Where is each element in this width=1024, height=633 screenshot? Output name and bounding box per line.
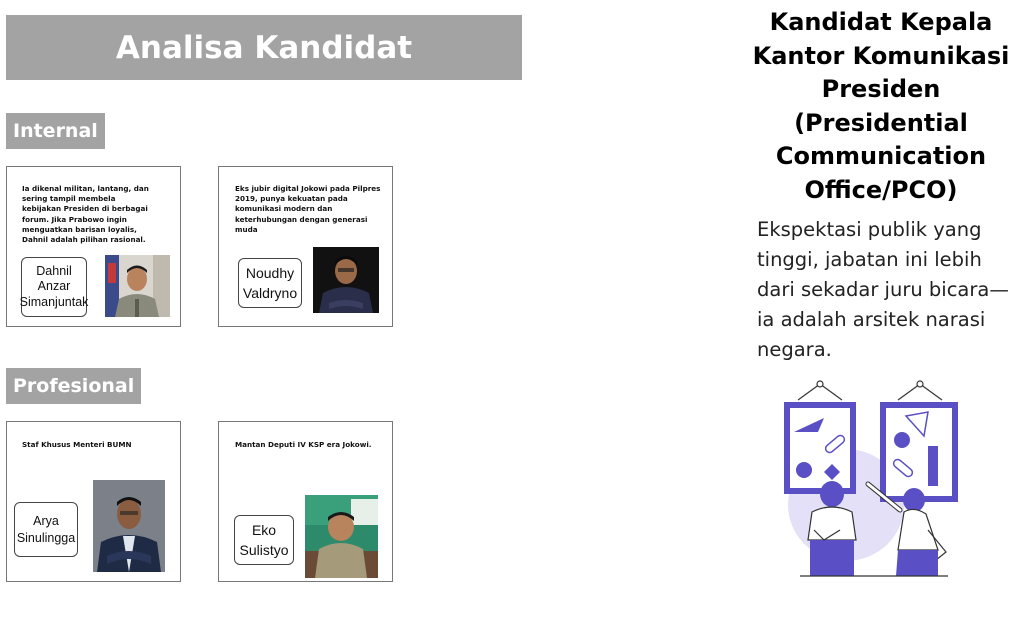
candidate-name-box — [14, 502, 78, 557]
candidate-card-eko — [218, 421, 393, 582]
candidate-photo — [105, 255, 170, 317]
candidate-description: Staf Khusus Menteri BUMN — [22, 440, 132, 449]
page-title: Analisa Kandidat — [115, 29, 413, 66]
candidate-card-noudhy — [218, 166, 393, 327]
candidate-card-arya — [6, 421, 181, 582]
page-title-banner — [6, 15, 522, 80]
candidate-name-box — [238, 258, 302, 308]
candidate-description: Ia dikenal militan, lantang, dan sering tampil membela kebijakan Presiden di berbagai forum. Jika Prabowo ingin menguatkan barisan loyalis, Dahnil adalah pilihan rasional. — [22, 184, 149, 245]
candidate-name: Noudhy Valdryno — [242, 265, 298, 301]
section-label-internal: Internal — [6, 113, 105, 149]
candidate-name: Arya Sinulingga — [16, 513, 76, 545]
candidate-photo — [305, 495, 378, 578]
candidate-photo — [93, 480, 165, 572]
candidate-photo — [313, 247, 379, 313]
candidate-description: Mantan Deputi IV KSP era Jokowi. — [235, 440, 372, 449]
sidebar-body: Ekspektasi publik yang tinggi, jabatan ini lebih dari sekadar juru bicara—ia adalah arsitek narasi negara. — [757, 218, 1009, 361]
section-label-profesional: Profesional — [6, 368, 141, 404]
sidebar-title: Kandidat Kepala Kantor Komunikasi Presiden (Presidential Communication Office/PCO) — [752, 8, 1010, 204]
candidate-description: Eks jubir digital Jokowi pada Pilpres 2019, punya kekuatan pada komunikasi modern dan keterhubungan dengan generasi muda — [235, 184, 381, 234]
candidate-card-dahnil — [6, 166, 181, 327]
presentation-illustration — [778, 380, 960, 580]
candidate-name-box — [21, 257, 87, 317]
candidate-name: Dahnil Anzar Simanjuntak — [19, 263, 89, 309]
candidate-name: Eko Sulistyo — [239, 522, 289, 558]
candidate-name-box — [234, 515, 294, 565]
